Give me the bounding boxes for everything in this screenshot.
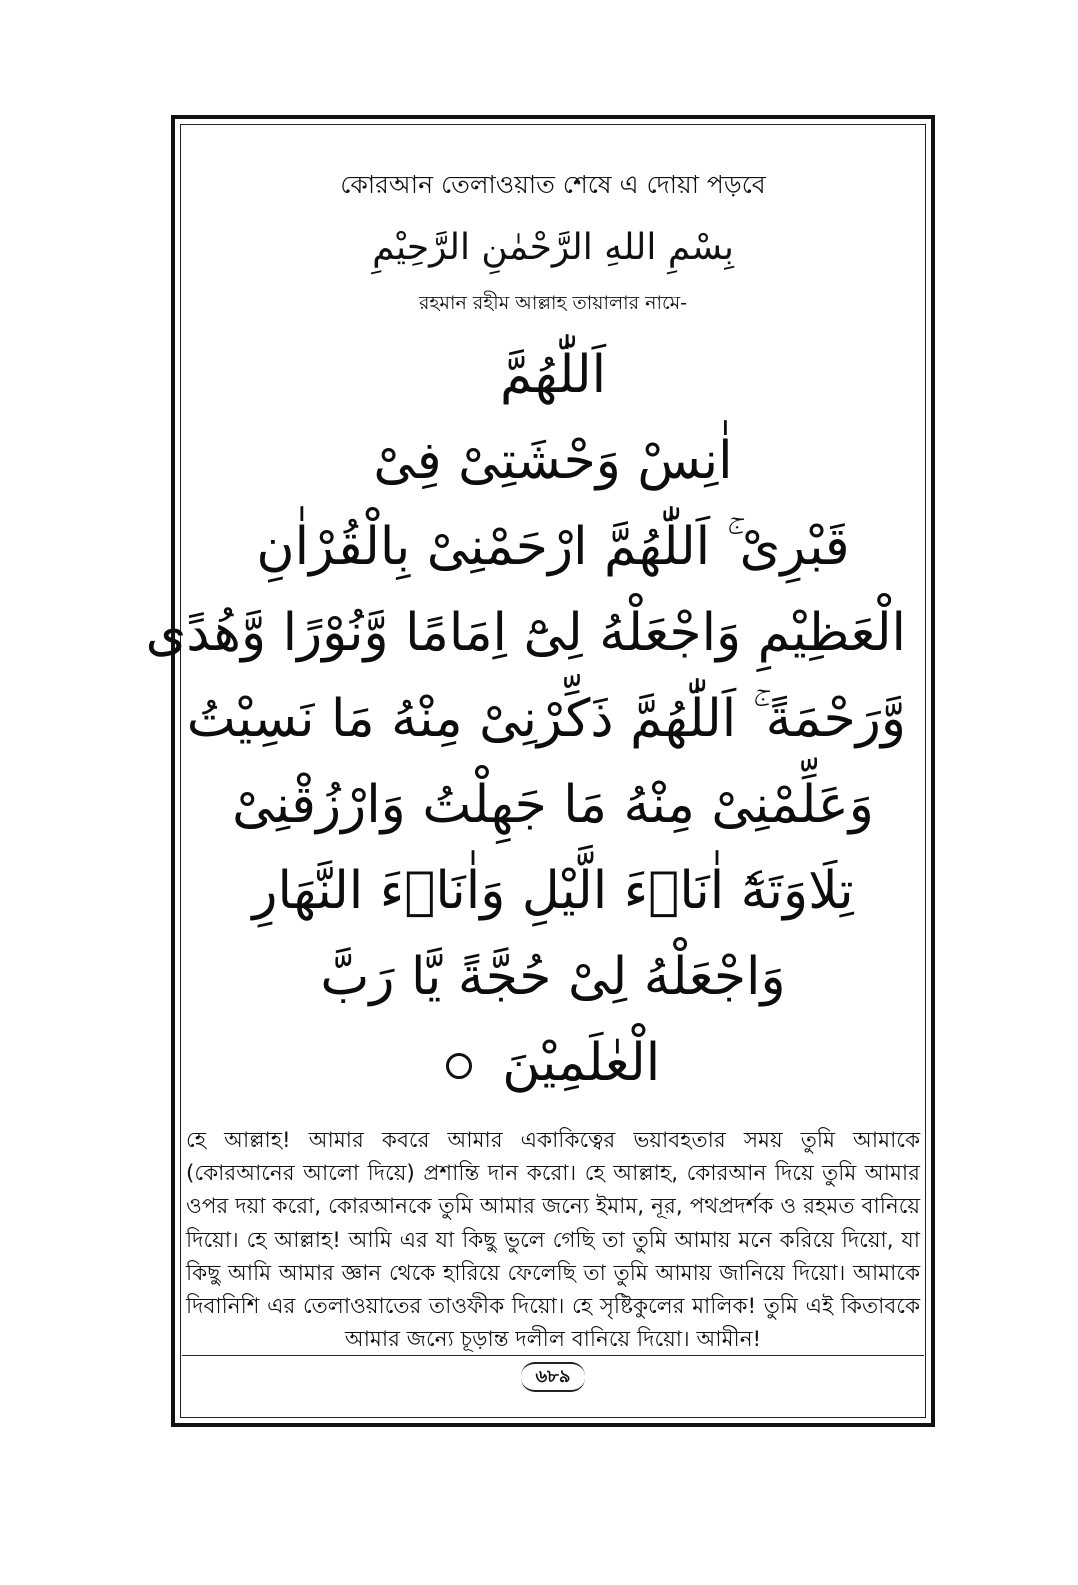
arabic-line: اٰنِسْ وَحْشَتِىْ فِىْ (373, 431, 733, 491)
bismillah-translation: রহমান রহীম আল্লাহ তায়ালার নামে- (418, 292, 688, 314)
arabic-final-line (200, 1020, 906, 1106)
bismillah-arabic: بِسْمِ اللهِ الرَّحْمٰنِ الرَّحِيْمِ (372, 227, 734, 268)
bengali-translation: হে আল্লাহ! আমার কবরে আমার একাকিত্বের ভয়াবহতার সময় তুমি আমাকে (কোরআনের আলো দিয়ে) প্রশান্তি দান করো। হে আল্লাহ, কোরআন দিয়ে তুমি আমার ওপর দয়া করো, কোরআনকে তুমি আমার জন্যে ইমাম, নূর, পথপ্রদর্শক ও রহমত বানিয়ে দিয়ো। হে আল্লাহ! আমি এর যা কিছু ভুলে গেছি তা তুমি আমায় মনে করিয়ে দিয়ো, যা কিছু আমি আমার জ্ঞান থেকে হারিয়ে ফেলেছি তা তুমি আমায় জানিয়ে দিয়ো। আমাকে দিবানিশি এর তেলাওয়াতের তাওফীক দিয়ো। হে সৃষ্টিকুলের মালিক! তুমি এই কিতাবকে আমার জন্যে চূড়ান্ত দলীল বানিয়ে দিয়ো। আমীন! (186, 1128, 921, 1353)
arabic-line: اَللّٰهُمَّ (499, 345, 607, 405)
arabic-line: الْعَظِيْمِ وَاجْعَلْهُ لِىْٓ اِمَامًا وَّنُوْرًا وَّهُدًى (145, 603, 906, 663)
footer-divider (182, 1355, 924, 1356)
arabic-line: الْعٰلَمِيْنَ (502, 1033, 661, 1093)
arabic-line: وَاجْعَلْهُ لِىْ حُجَّةً يَّا رَبَّ (320, 947, 786, 1007)
verse-end-circle-icon (446, 1053, 472, 1079)
arabic-line: قَبْرِىْ ۚ اَللّٰهُمَّ ارْحَمْنِىْ بِالْقُرْاٰنِ (256, 517, 850, 577)
page-number-container (180, 1362, 926, 1392)
arabic-line: تِلَاوَتَهٗٓ اٰنَاۤءَ الَّيْلِ وَاٰنَاۤءَ النَّهَارِ (252, 861, 854, 921)
arabic-line: وَعَلِّمْنِىْ مِنْهُ مَا جَهِلْتُ وَارْزُقْنِىْ (232, 775, 874, 835)
arabic-line: وَّرَحْمَةً ۚ اَللّٰهُمَّ ذَكِّرْنِىْ مِنْهُ مَا نَسِيْتُ (186, 689, 906, 749)
page-number: ৬৮৯ (521, 1362, 584, 1392)
dua-heading: কোরআন তেলাওয়াত শেষে এ দোয়া পড়বে (340, 170, 766, 199)
arabic-dua-text (145, 332, 906, 1106)
